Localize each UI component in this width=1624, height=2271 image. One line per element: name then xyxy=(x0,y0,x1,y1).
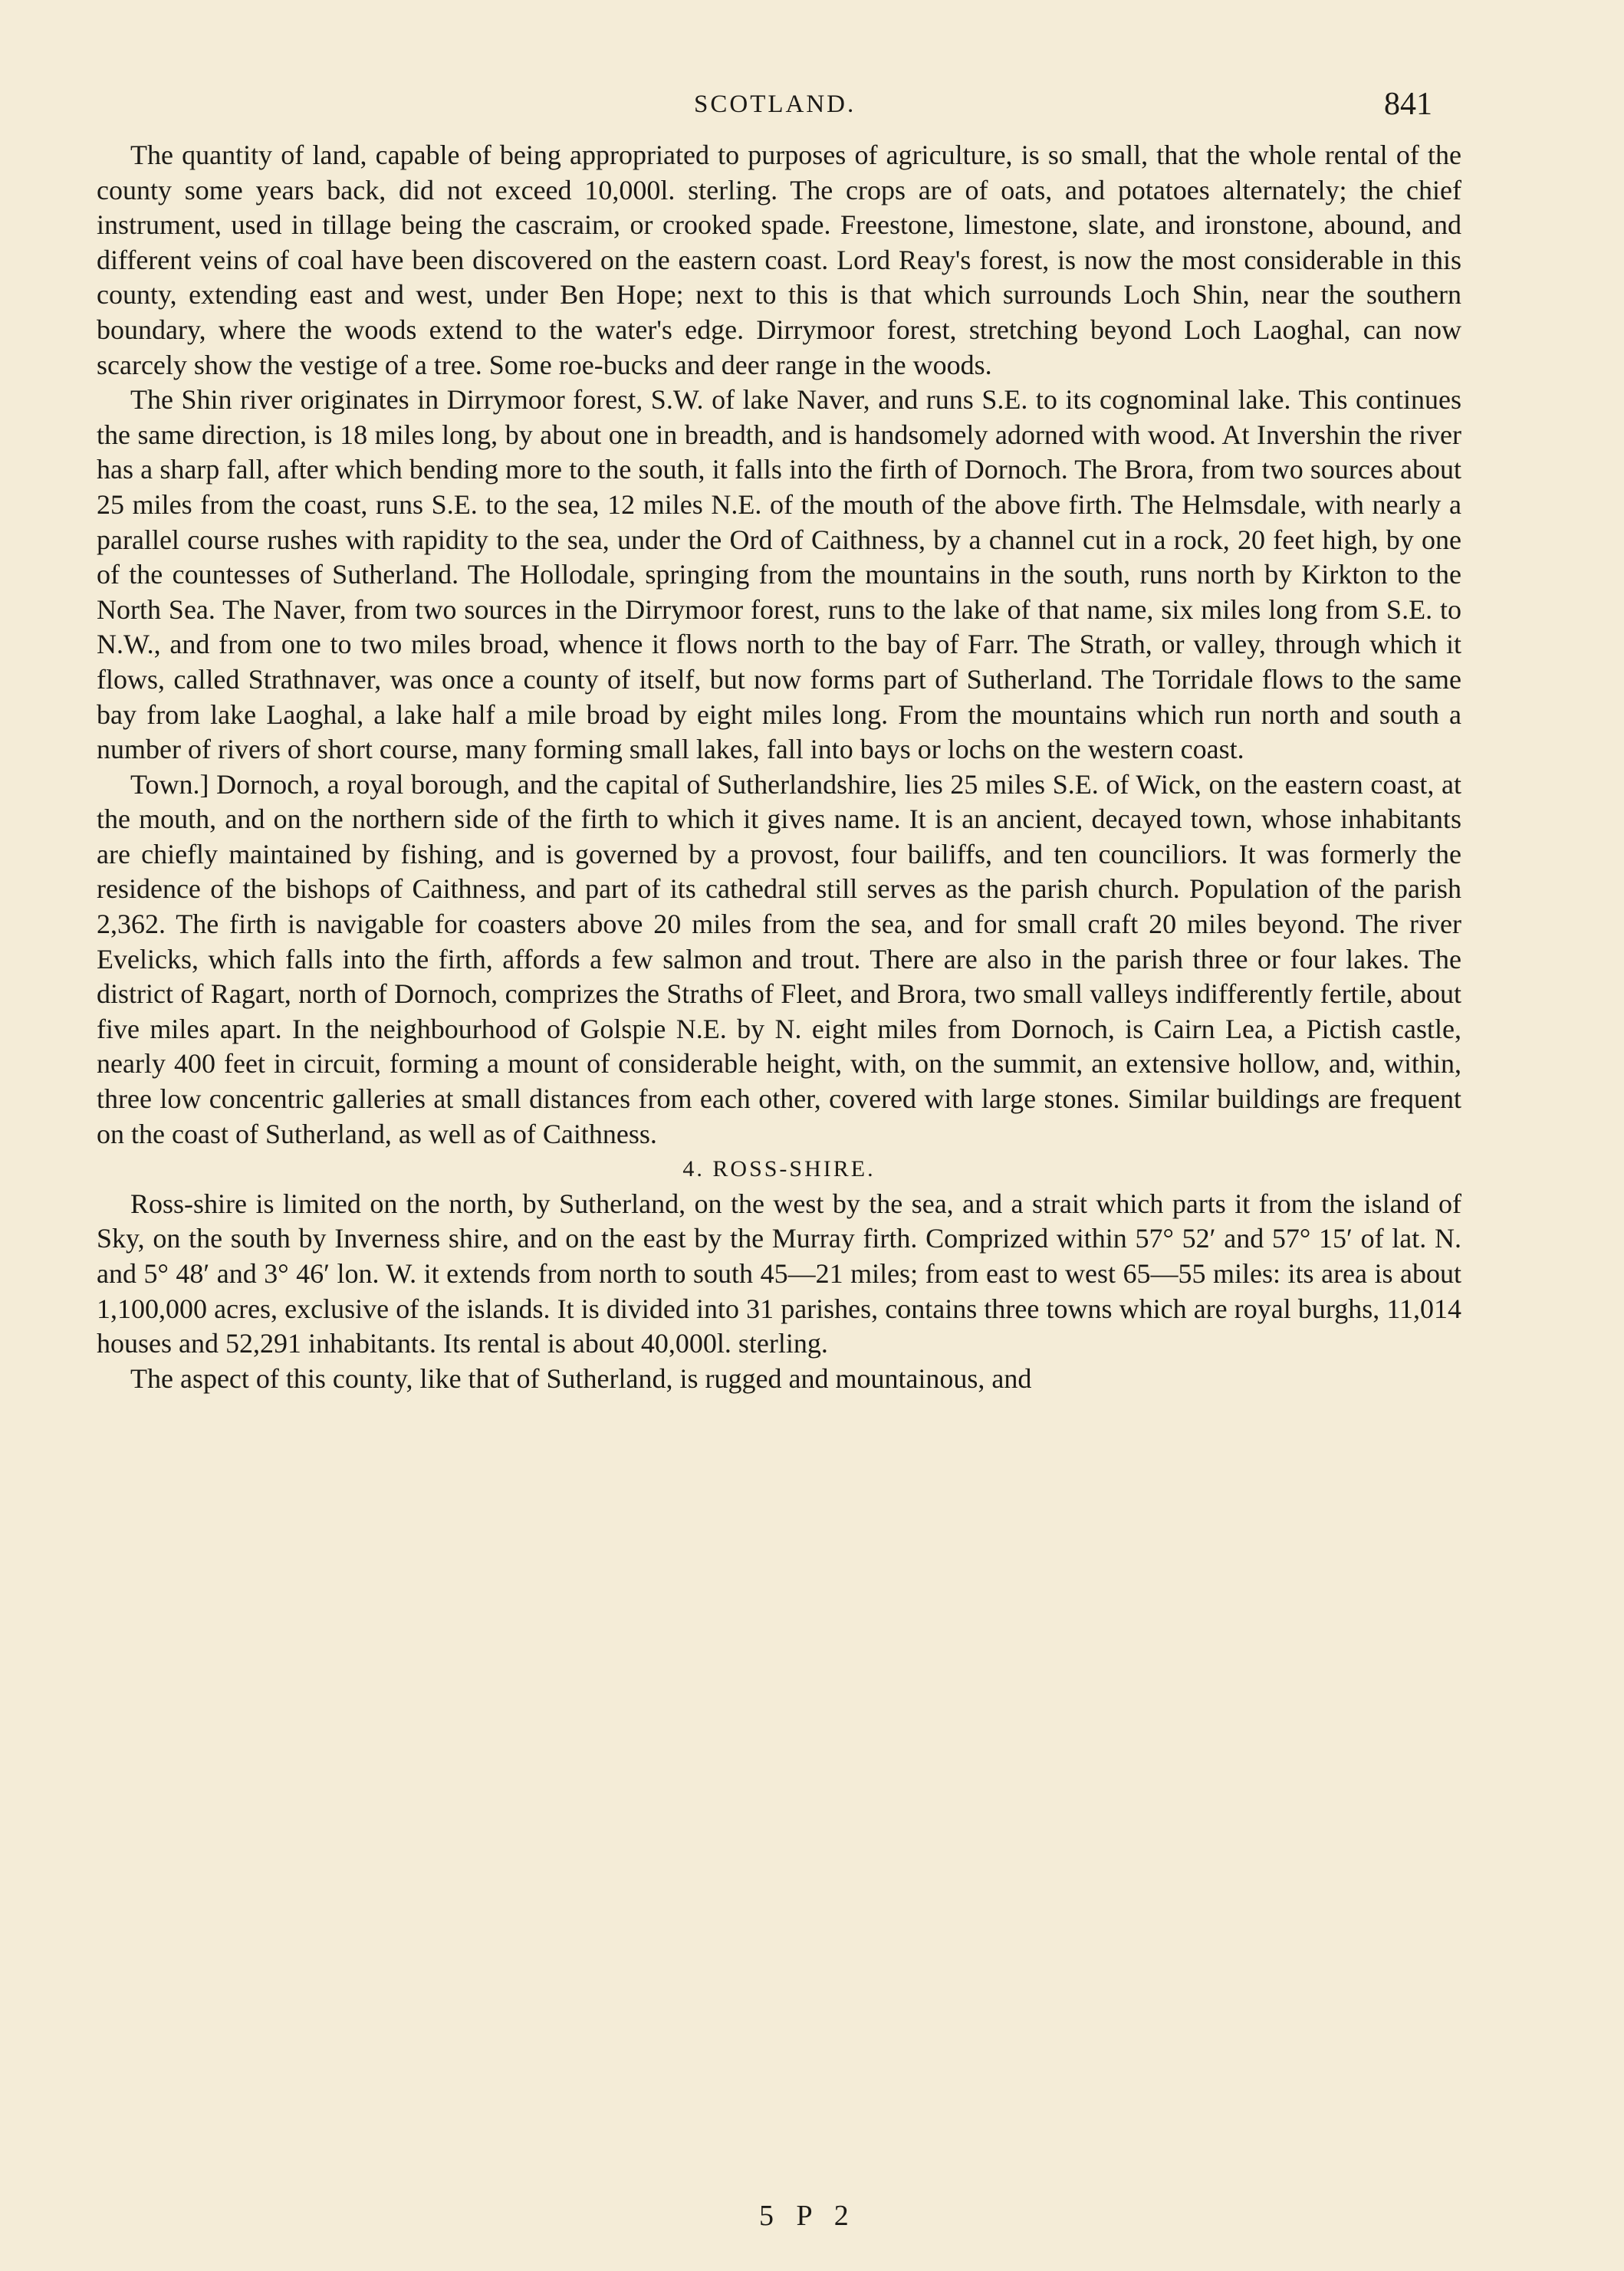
paragraph-rivers: The Shin river originates in Dirrymoor forest, S.W. of lake Naver, and runs S.E. to its cognominal lake. This continues the same direction, is 18 miles long, by about one in breadth, and is handsomely adorned with wood. At Invershin the river has a sharp fall, after which bending more to the south, it falls into the firth of Dornoch. The Brora, from two sources about 25 miles from the coast, runs S.E. to the sea, 12 miles N.E. of the mouth of the above firth. The Helmsdale, with nearly a parallel course rushes with rapidity to the sea, under the Ord of Caithness, by a channel cut in a rock, 20 feet high, by one of the countesses of Sutherland. The Hollodale, springing from the mountains in the south, runs north by Kirkton to the North Sea. The Naver, from two sources in the Dirrymoor forest, runs to the lake of that name, six miles long from S.E. to N.W., and from one to two miles broad, whence it flows north to the bay of Farr. The Strath, or valley, through which it flows, called Strathnaver, was once a county of itself, but now forms part of Sutherland. The Torridale flows to the same bay from lake Laoghal, a lake half a mile broad by eight miles long. From the mountains which run north and south a number of rivers of short course, many forming small lakes, fall into bays or lochs on the western coast. xyxy=(97,384,1461,765)
signature-mark: 5 P 2 xyxy=(759,2200,856,2232)
paragraph-ross-shire-boundaries: Ross-shire is limited on the north, by Sutherland, on the west by the sea, and a strait which parts it from the island of Sky, on the south by Inverness shire, and on the east by the Murray firth. Comprized within 57° 52′ and 57° 15′ of lat. N. and 5° 48′ and 3° 46′ lon. W. it extends from north to south 45—21 miles; from east to west 65—55 miles: its area is about 1,100,000 acres, exclusive of the islands. It is divided into 31 parishes, contains three towns which are royal burghs, 11,014 houses and 52,291 inhabitants. Its rental is about 40,000l. sterling. xyxy=(97,1188,1461,1359)
running-head xyxy=(0,86,1624,124)
paragraph-ross-shire-aspect: The aspect of this county, like that of Sutherland, is rugged and mountainous, and xyxy=(130,1362,1032,1394)
running-title: SCOTLAND. xyxy=(694,90,856,118)
paragraph-land-and-forests: The quantity of land, capable of being appropriated to purposes of agriculture, is so small, that the whole rental of the county some years back, did not exceed 10,000l. sterling. The crops are of oats, and potatoes alternately; the chief instrument, used in tillage being the cascraim, or crooked spade. Freestone, limestone, slate, and ironstone, abound, and different veins of coal have been discovered on the eastern coast. Lord Reay's forest, is now the most considerable in this county, extending east and west, under Ben Hope; next to this is that which surrounds Loch Shin, near the southern boundary, where the woods extend to the water's edge. Dirrymoor forest, stretching beyond Loch Laoghal, can now scarcely show the vestige of a tree. Some roe-bucks and deer range in the woods. xyxy=(97,140,1461,380)
paragraph-town-dornoch: Town.] Dornoch, a royal borough, and the capital of Sutherlandshire, lies 25 miles S.E. of Wick, on the eastern coast, at the mouth, and on the northern side of the firth to which it gives name. It is an ancient, decayed town, whose inhabitants are chiefly maintained by fishing, and is governed by a provost, four bailiffs, and ten counciliors. It was formerly the residence of the bishops of Caithness, and part of its cathedral still serves as the parish church. Population of the parish 2,362. The firth is navigable for coasters above 20 miles from the sea, and for small craft 20 miles beyond. The river Evelicks, which falls into the firth, affords a few salmon and trout. There are also in the parish three or four lakes. The district of Ragart, north of Dornoch, comprizes the Straths of Fleet, and Brora, two small valleys indifferently fertile, about five miles apart. In the neighbourhood of Golspie N.E. by N. eight miles from Dornoch, is Cairn Lea, a Pictish castle, nearly 400 feet in circuit, forming a mount of considerable height, with, on the summit, an extensive hollow, and, within, three low concentric galleries at small distances from each other, covered with large stones. Similar buildings are frequent on the coast of Sutherland, as well as of Caithness. xyxy=(97,768,1461,1149)
body-text xyxy=(97,138,1461,1396)
page-number: 841 xyxy=(1384,87,1432,122)
section-heading: 4. ROSS-SHIRE. xyxy=(682,1156,876,1182)
